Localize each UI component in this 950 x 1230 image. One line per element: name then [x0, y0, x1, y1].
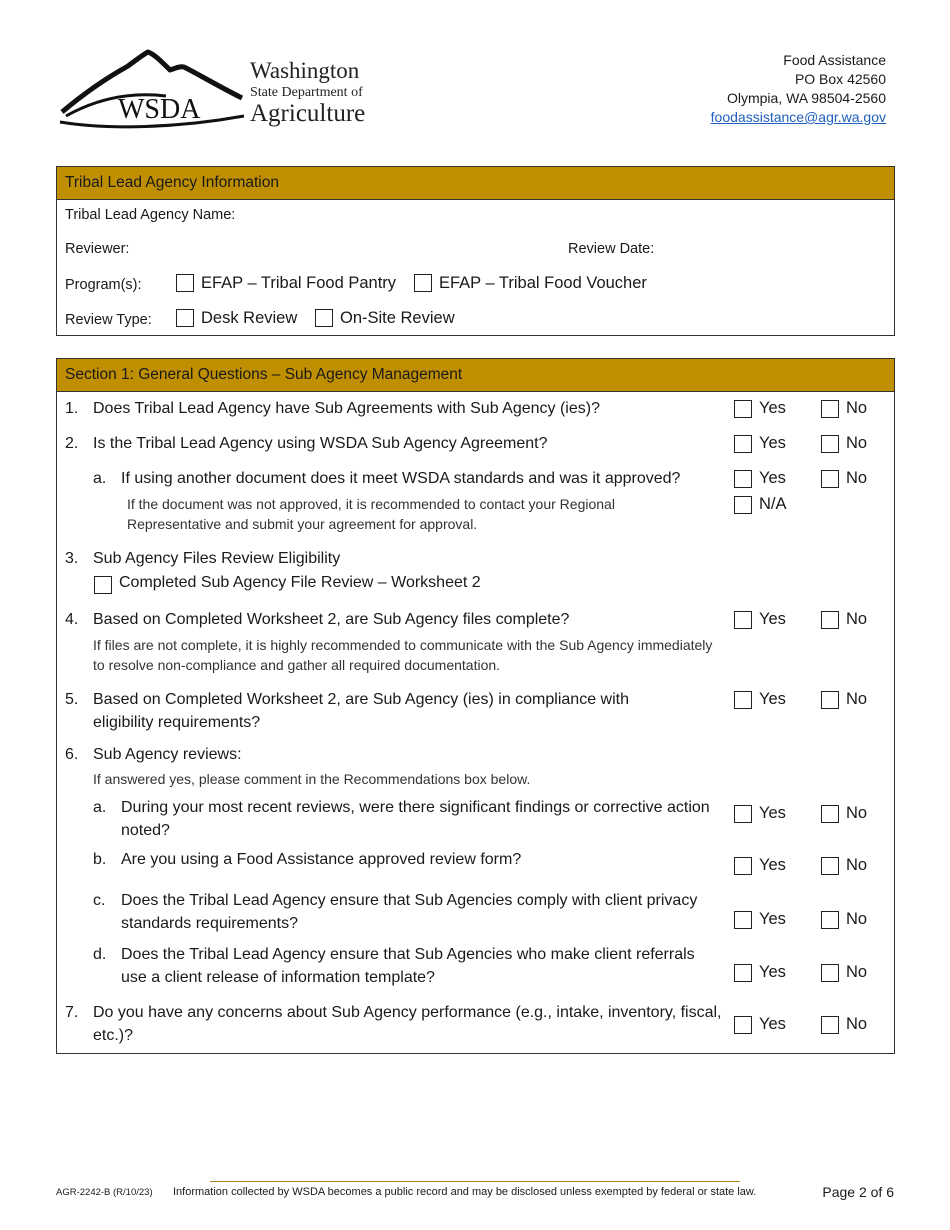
desk-review-checkbox[interactable]: [176, 309, 194, 327]
program-food-pantry-label: EFAP – Tribal Food Pantry: [201, 274, 397, 292]
q4-no-checkbox[interactable]: [821, 611, 839, 629]
q4-number: 4.: [65, 611, 79, 628]
q2a-yes-checkbox[interactable]: [734, 470, 752, 488]
q7-text: Do you have any concerns about Sub Agency performance (e.g., intake, inventory, fiscal, etc.)?: [93, 1004, 722, 1044]
footer-rule: [210, 1181, 740, 1182]
q5-no-label: No: [846, 690, 868, 708]
q1-yes-label: Yes: [759, 399, 786, 417]
q2a-no-label: No: [846, 469, 868, 487]
q6-number: 6.: [65, 746, 79, 763]
q7-no-label: No: [846, 1015, 868, 1033]
contact-po-box: PO Box 42560: [794, 71, 886, 87]
q2-number: 2.: [65, 435, 79, 452]
q6b-letter: b.: [93, 851, 107, 868]
org-name-line2: State Department of: [250, 85, 363, 100]
q2a-note: If the document was not approved, it is recommended to contact your Regional Representative and submit your agreement for approval.: [127, 496, 615, 532]
q6d-yes-checkbox[interactable]: [734, 964, 752, 982]
q6b-text: Are you using a Food Assistance approved review form?: [121, 851, 522, 868]
q5-text: Based on Completed Worksheet 2, are Sub Agency (ies) in compliance with eligibility requirements?: [93, 691, 629, 731]
program-food-pantry-checkbox[interactable]: [176, 274, 194, 292]
section1-header: Section 1: General Questions – Sub Agency Management: [57, 359, 894, 392]
page-number: Page 2 of 6: [822, 1184, 894, 1200]
desk-review-label: Desk Review: [201, 309, 298, 327]
q6c-no-checkbox[interactable]: [821, 911, 839, 929]
q6b-yes-checkbox[interactable]: [734, 857, 752, 875]
q2-no-label: No: [846, 434, 868, 452]
review-type-label: Review Type:: [65, 312, 152, 328]
section1: [56, 358, 895, 1054]
q6b-no-label: No: [846, 856, 868, 874]
q6a-yes-label: Yes: [759, 804, 786, 822]
q6c-letter: c.: [93, 892, 106, 909]
tribal-info-header: Tribal Lead Agency Information: [57, 167, 894, 200]
q2-no-checkbox[interactable]: [821, 435, 839, 453]
q2-yes-label: Yes: [759, 434, 786, 452]
q2a-no-checkbox[interactable]: [821, 470, 839, 488]
q2a-yes-label: Yes: [759, 469, 786, 487]
q6d-yes-label: Yes: [759, 963, 786, 981]
q6c-no-label: No: [846, 910, 868, 928]
q3-worksheet-checkbox[interactable]: [94, 576, 112, 594]
q1-yes-checkbox[interactable]: [734, 400, 752, 418]
q2a-text: If using another document does it meet WSDA standards and was it approved?: [121, 470, 681, 487]
mountain-logo-icon: [58, 46, 248, 136]
q2-text: Is the Tribal Lead Agency using WSDA Sub Agency Agreement?: [93, 435, 548, 452]
contact-email-link[interactable]: foodassistance@agr.wa.gov: [710, 109, 886, 125]
onsite-review-label: On-Site Review: [340, 309, 455, 327]
q4-yes-checkbox[interactable]: [734, 611, 752, 629]
contact-block: [711, 51, 886, 127]
q2a-na-label: N/A: [759, 495, 787, 513]
q4-text: Based on Completed Worksheet 2, are Sub Agency files complete?: [93, 611, 570, 628]
q6a-no-label: No: [846, 804, 868, 822]
q6-note: If answered yes, please comment in the Recommendations box below.: [93, 771, 531, 787]
q1-no-label: No: [846, 399, 868, 417]
q5-yes-checkbox[interactable]: [734, 691, 752, 709]
q2-yes-checkbox[interactable]: [734, 435, 752, 453]
q6a-letter: a.: [93, 799, 107, 816]
q1-no-checkbox[interactable]: [821, 400, 839, 418]
q2a-na-checkbox[interactable]: [734, 496, 752, 514]
q6b-no-checkbox[interactable]: [821, 857, 839, 875]
q5-no-checkbox[interactable]: [821, 691, 839, 709]
q6d-no-checkbox[interactable]: [821, 964, 839, 982]
org-name-line1: Washington: [250, 58, 360, 83]
q5-yes-label: Yes: [759, 690, 786, 708]
review-date-label: Review Date:: [568, 241, 655, 257]
reviewer-label: Reviewer:: [65, 241, 130, 257]
onsite-review-checkbox[interactable]: [315, 309, 333, 327]
q3-number: 3.: [65, 550, 79, 567]
q6b-yes-label: Yes: [759, 856, 786, 874]
q7-yes-label: Yes: [759, 1015, 786, 1033]
programs-label: Program(s):: [65, 277, 142, 293]
q6a-text: During your most recent reviews, were there significant findings or corrective action noted?: [121, 799, 710, 839]
q7-number: 7.: [65, 1004, 79, 1021]
q1-text: Does Tribal Lead Agency have Sub Agreements with Sub Agency (ies)?: [93, 400, 600, 417]
contact-city: Olympia, WA 98504-2560: [726, 90, 886, 106]
q2a-letter: a.: [93, 470, 107, 487]
program-food-voucher-label: EFAP – Tribal Food Voucher: [439, 274, 647, 292]
q4-yes-label: Yes: [759, 610, 786, 628]
q6c-yes-label: Yes: [759, 910, 786, 928]
q6d-letter: d.: [93, 946, 107, 963]
tribal-info-section: [56, 166, 895, 336]
q6-text: Sub Agency reviews:: [93, 746, 242, 763]
q4-note: If files are not complete, it is highly recommended to communicate with the Sub Agency immediately to resolve non-compliance and gather all required documentation.: [93, 637, 713, 673]
wsda-logo: [58, 46, 378, 136]
org-name-line3: Agriculture: [250, 100, 366, 127]
q6c-yes-checkbox[interactable]: [734, 911, 752, 929]
q7-yes-checkbox[interactable]: [734, 1016, 752, 1034]
q4-no-label: No: [846, 610, 868, 628]
q3-text: Sub Agency Files Review Eligibility: [93, 550, 341, 567]
q6d-no-label: No: [846, 963, 868, 981]
logo-wsda-text: WSDA: [118, 94, 201, 125]
agency-name-label: Tribal Lead Agency Name:: [65, 207, 236, 223]
q3-worksheet-label: Completed Sub Agency File Review – Worksheet 2: [119, 574, 481, 591]
form-code: AGR-2242-B (R/10/23): [56, 1187, 153, 1198]
q6a-yes-checkbox[interactable]: [734, 805, 752, 823]
q5-number: 5.: [65, 691, 79, 708]
program-food-voucher-checkbox[interactable]: [414, 274, 432, 292]
footer-disclaimer: Information collected by WSDA becomes a public record and may be disclosed unless exempted by federal or state law.: [173, 1186, 757, 1198]
q6d-text: Does the Tribal Lead Agency ensure that Sub Agencies who make client referrals use a client release of information template?: [121, 946, 695, 986]
q7-no-checkbox[interactable]: [821, 1016, 839, 1034]
q6c-text: Does the Tribal Lead Agency ensure that Sub Agencies comply with client privacy standards requirements?: [121, 892, 698, 932]
q6a-no-checkbox[interactable]: [821, 805, 839, 823]
contact-dept: Food Assistance: [783, 52, 886, 68]
q1-number: 1.: [65, 400, 79, 417]
